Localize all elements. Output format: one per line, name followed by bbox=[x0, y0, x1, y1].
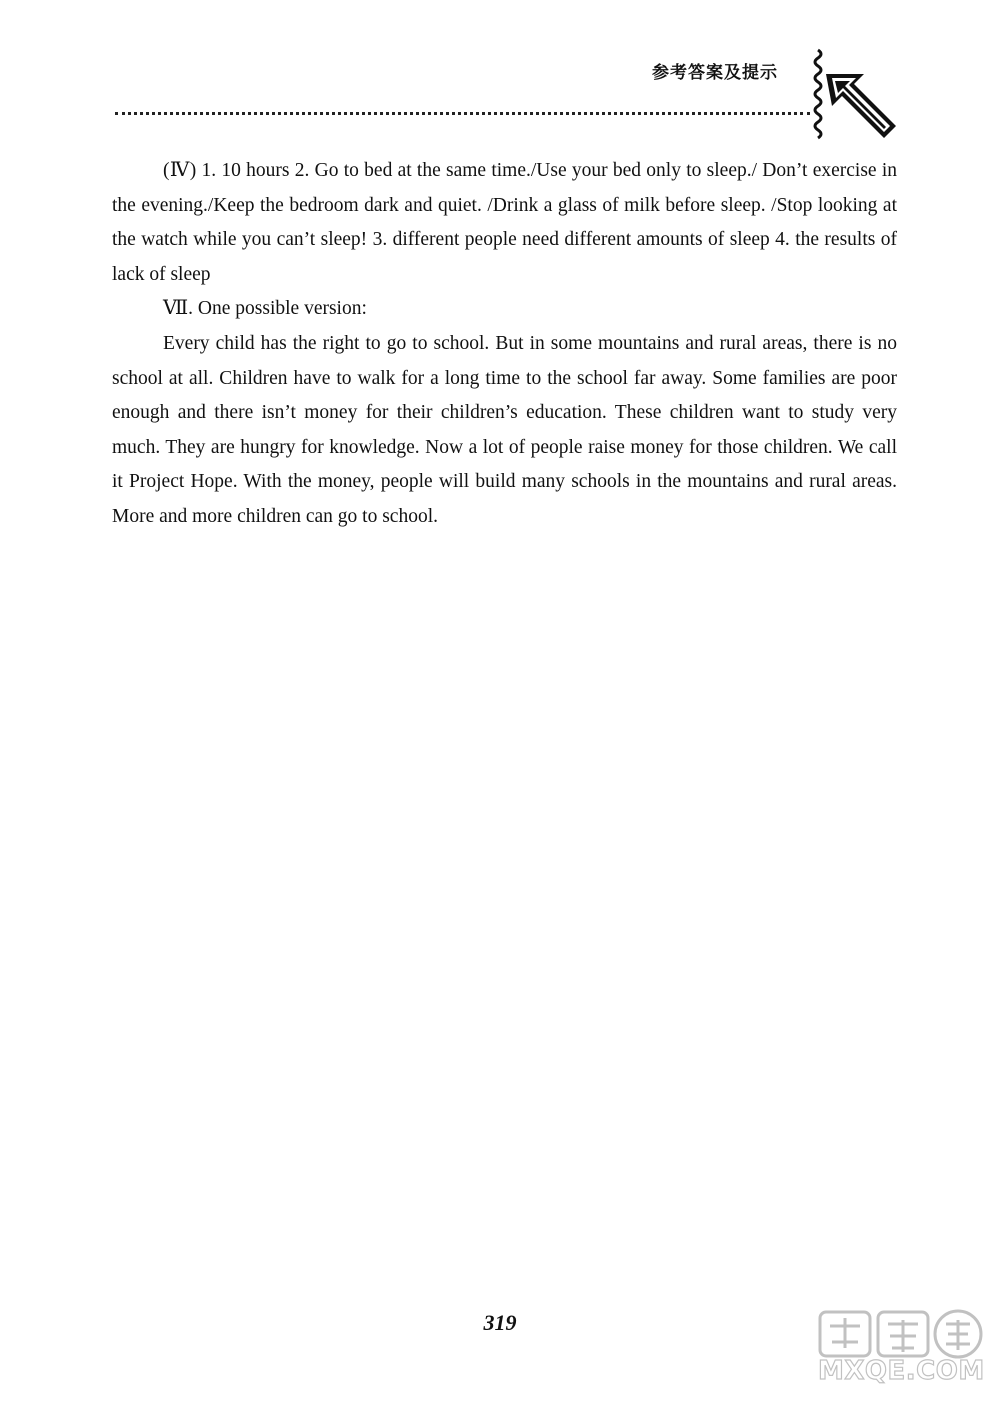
arrow-icon bbox=[812, 48, 898, 140]
answer-content bbox=[112, 154, 897, 535]
watermark-domain: MXQE.COM bbox=[818, 1356, 985, 1386]
section-vii-essay: Every child has the right to go to school. But in some mountains and rural areas, there is no school at all. Children have to walk for a long time to the school far away. Some families are poor enough and there isn’t money for their children’s education. These children want to study very much. They are hungry for knowledge. Now a lot of people raise money for those children. We call it Project Hope. With the money, people will build many schools in the mountains and rural areas. More and more children can go to school. bbox=[112, 332, 897, 527]
section-vii-label: Ⅶ. One possible version: bbox=[163, 298, 367, 320]
watermark bbox=[818, 1308, 988, 1396]
section-iv-answers: (Ⅳ) 1. 10 hours 2. Go to bed at the same time./Use your bed only to sleep./ Don’t exercise in the evening./Keep the bedroom dark and quiet. /Drink a glass of milk before sleep. /Stop looking at the watch while you can’t sleep! 3. different people need different amounts of sleep 4. the results of lack of sleep bbox=[112, 160, 897, 285]
header-divider bbox=[115, 112, 810, 115]
header-title: 参考答案及提示 bbox=[652, 63, 778, 83]
watermark-logo bbox=[818, 1308, 988, 1360]
page-number: 319 bbox=[483, 1310, 517, 1335]
